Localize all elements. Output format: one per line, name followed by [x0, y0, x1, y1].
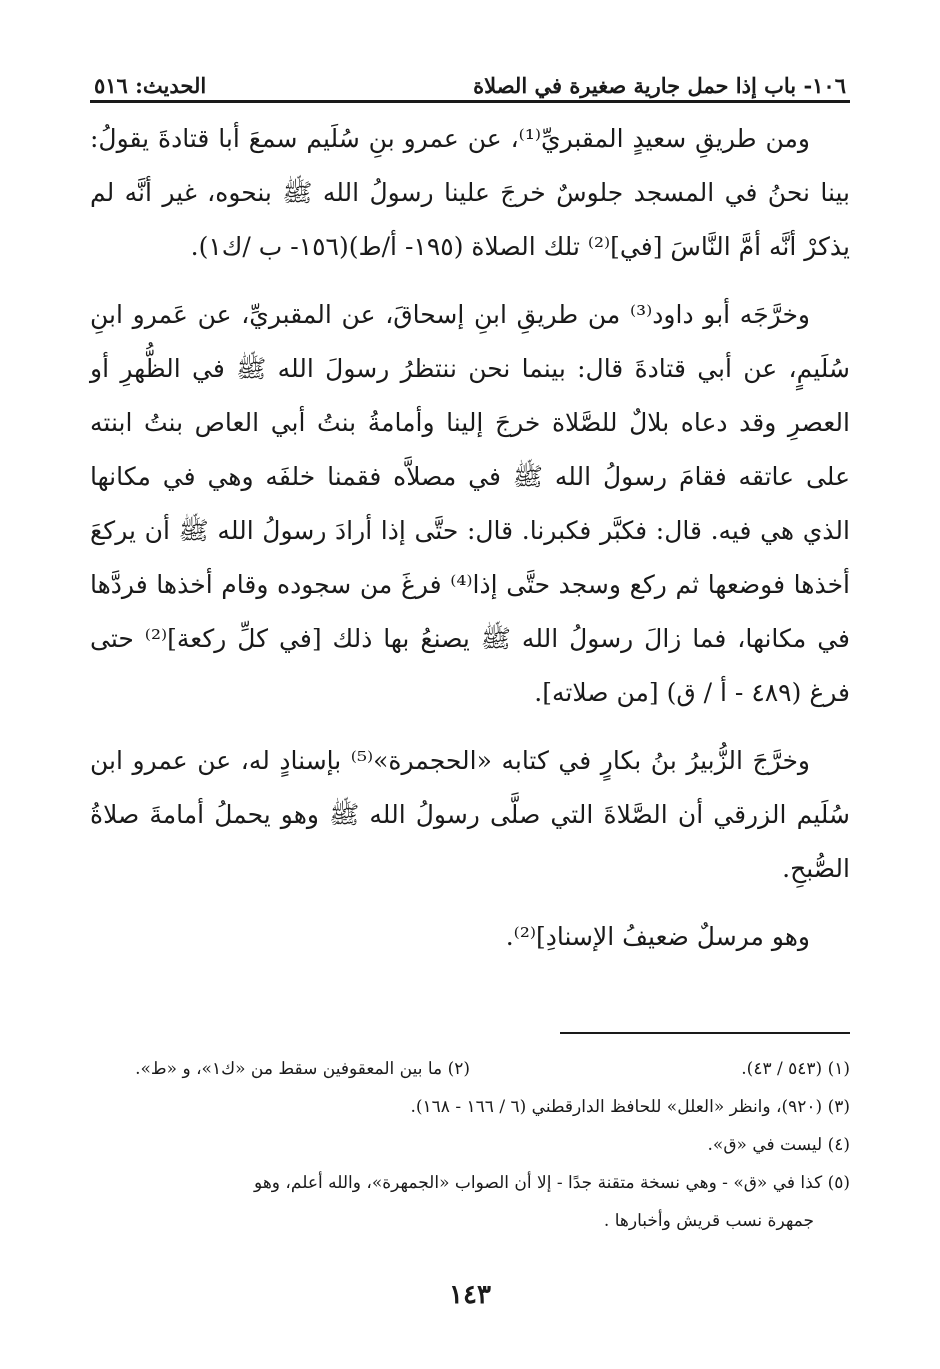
chapter-title: ١٠٦- باب إذا حمل جارية صغيرة في الصلاة: [473, 73, 846, 98]
paragraph: ومن طريقِ سعيدٍ المقبريِّ⁽¹⁾، عن عمرو بنِ سُلَيم سمعَ أبا قتادةَ يقولُ: بينا نحنُ في المسجد جلوسٌ خرجَ علينا رسولُ الله ﷺ بنحوه، غير أنَّه لم يذكرْ أنَّه أمَّ النَّاسَ [في]⁽²⁾ تلك الصلاة (١٩٥- أ/ط)(١٥٦- ب /ك١).: [90, 124, 850, 261]
footnote-1: (١) (٥٤٣ / ٤٣).: [741, 1059, 850, 1079]
hadith-number: الحديث: ٥١٦: [94, 73, 207, 98]
header-divider: [90, 100, 850, 103]
footnote-4: (٤) ليست في «ق».: [707, 1135, 850, 1155]
paragraph: وخرَّجَ الزُّبيرُ بنُ بكارٍ في كتابه «الحجمرة»⁽⁵⁾ بإسنادٍ له، عن عمرو ابن سُلَيم الزرقي أن الصَّلاةَ التي صلَّى رسولُ الله ﷺ وهو يحملُ أمامةَ صلاةُ الصُّبحِ.: [90, 746, 850, 883]
paragraph: وهو مرسلٌ ضعيفُ الإسنادِ]⁽²⁾.: [505, 922, 810, 951]
footnote-2: (٢) ما بين المعقوفين سقط من «ك١»، و «ط».: [135, 1059, 470, 1079]
footnote-divider: [560, 1032, 850, 1034]
footnote-5-continuation: جمهرة نسب قريش وأخبارها .: [603, 1211, 814, 1231]
book-page: [90, 0, 850, 1369]
footnotes: [90, 1050, 850, 1240]
main-text: [90, 112, 850, 978]
footnote-3: (٣) (٩٢٠)، وانظر «العلل» للحافظ الدارقطني (٦ / ١٦٦ - ١٦٨).: [410, 1097, 850, 1117]
footnote-row: [90, 1050, 850, 1088]
page-number: ١٤٣: [449, 1280, 491, 1310]
running-header: [90, 62, 850, 98]
paragraph: وخرَّجَه أبو داود⁽³⁾ من طريقِ ابنِ إسحاقَ، عن المقبريِّ، عن عَمرو ابنِ سُلَيمٍ، عن أبي قتادةَ قال: بينما نحن ننتظرُ رسولَ الله ﷺ في الظُّهرِ أو العصرِ وقد دعاه بلالٌ للصَّلاة خرجَ إلينا وأمامةُ بنتُ أبي العاص بنتُ ابنته على عاتقه فقامَ رسولُ الله ﷺ في مصلاَّه فقمنا خلفَه وهي في مكانها الذي هي فيه. قال: فكبَّر فكبرنا. قال: حتَّى إذا أرادَ رسولُ الله ﷺ أن يركعَ أخذها فوضعها ثم ركع وسجد حتَّى إذا⁽⁴⁾ فرغَ من سجوده وقام أخذها فردَّها في مكانها، فما زالَ رسولُ الله ﷺ يصنعُ بها ذلك [في كلِّ ركعة]⁽²⁾ حتى فرغ (٤٨٩ - أ / ق) [من صلاته].: [90, 300, 850, 707]
footnote-5: (٥) كذا في «ق» - وهي نسخة متقنة جدًا - إلا أن الصواب «الجمهرة»، والله أعلم، وهو: [254, 1173, 850, 1193]
